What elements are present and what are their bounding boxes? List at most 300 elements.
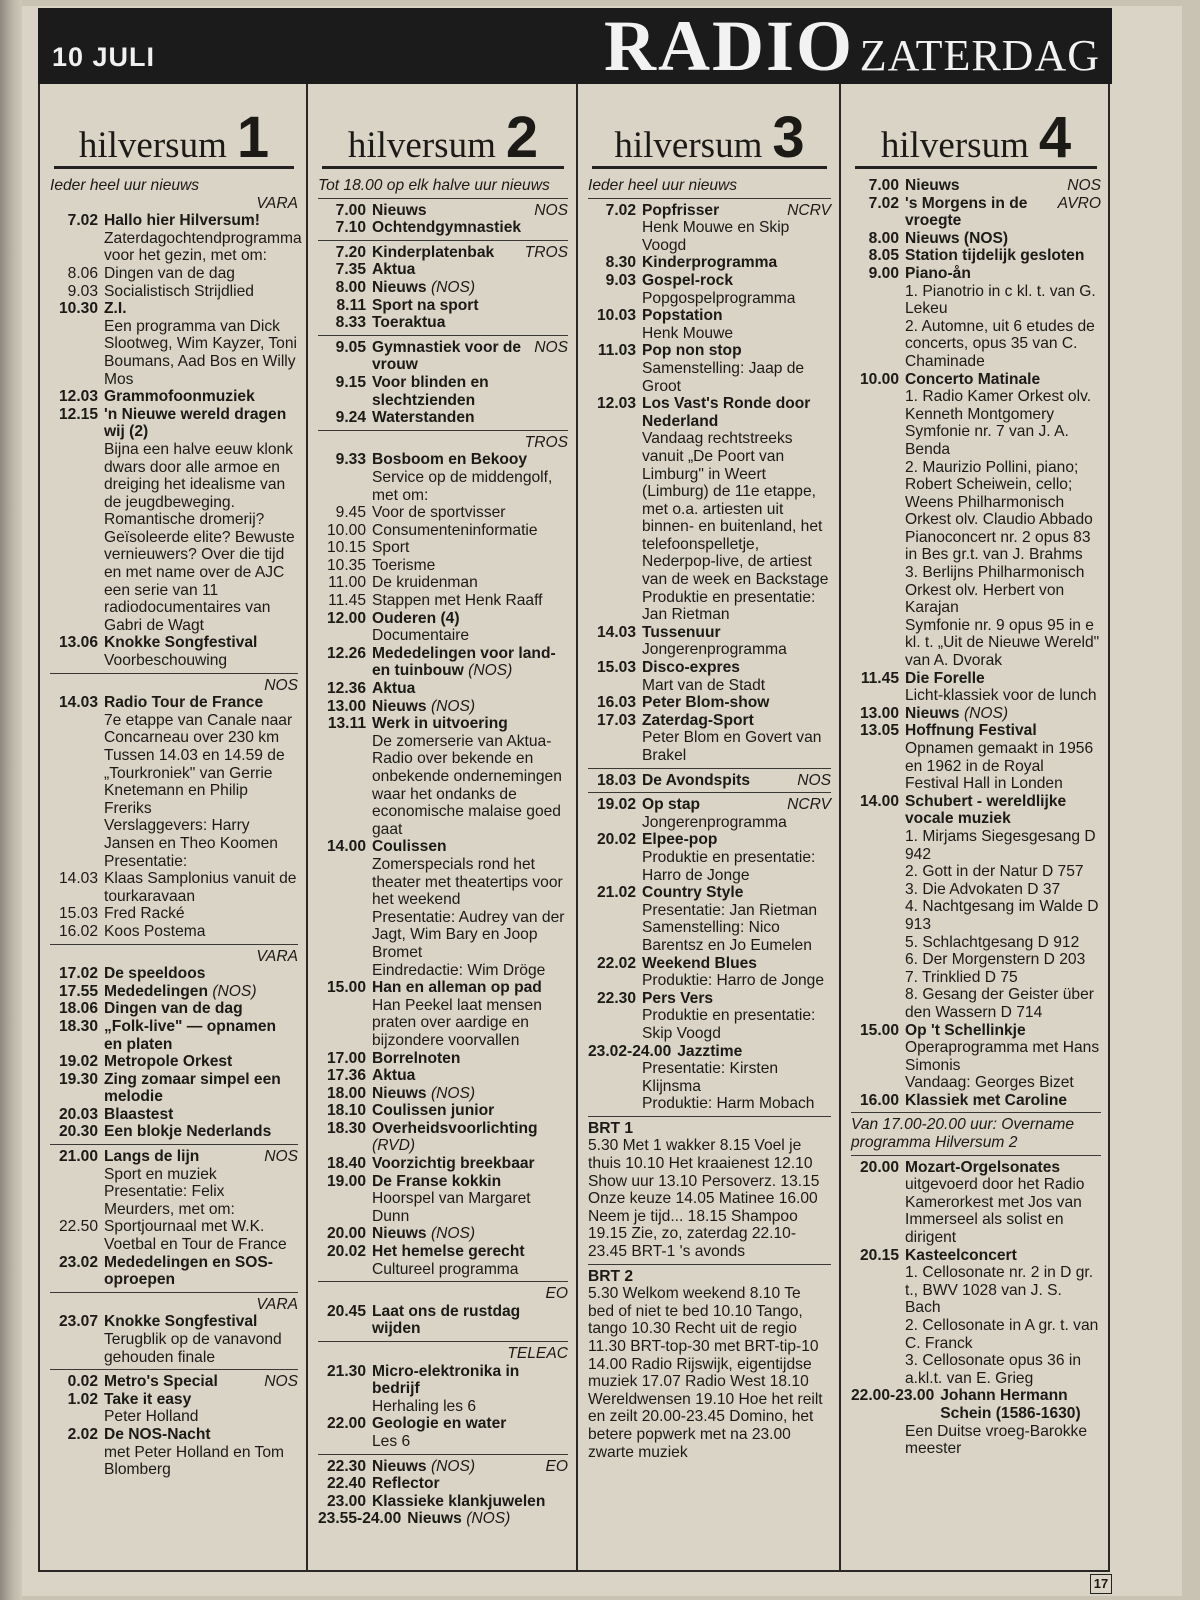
program-description (50, 1331, 298, 1366)
program-text (372, 1363, 568, 1398)
broadcaster-label: NOS (534, 338, 568, 356)
broadcaster-label: EO (545, 1457, 568, 1475)
schedule-note: Ieder heel uur nieuws (50, 177, 200, 194)
program-entry (50, 694, 298, 870)
program-row (50, 1254, 298, 1289)
program-text (372, 279, 568, 297)
program-time: 15.00 (859, 1021, 899, 1039)
program-row (318, 314, 568, 332)
description-line: Zaterdagochtendprogramma voor het gezin, met om: (104, 229, 302, 265)
description-line: Een programma van Dick Slootweg, Wim Kayzer, Toni Boumans, Aad Bos en Willy Mos (104, 317, 297, 388)
program-paragraph: 5.30 Met 1 wakker 8.15 Voel je thuis 10.10 Het kraaienest 12.10 Show uur 13.10 Persoverz. 13.15 Onze keuze 14.05 Matinee 16.00 Neem je tijd... 18.15 Shampoo 19.15 Zie, zo, zaterdag 22.10-23.45 BRT-1 's avonds (588, 1137, 820, 1261)
page-number: 17 (1090, 1574, 1112, 1594)
program-description (318, 1398, 568, 1416)
description-line: Zomerspecials rond het theater met theatertips voor het weekend (372, 855, 563, 909)
program-row (851, 1022, 1101, 1040)
header-title: RADIO (603, 6, 854, 86)
program-text (940, 1387, 1101, 1422)
program-row (318, 1510, 568, 1528)
program-text-plain: Stappen met Henk Raaff (372, 592, 543, 610)
description-line: Terugblik op de vanavond gehouden finale (104, 1331, 282, 1366)
program-text (104, 212, 298, 230)
program-title: Mededelingen voor land- en tuinbouw (372, 644, 556, 680)
program-time: 7.20 (335, 243, 366, 261)
program-time: 18.10 (326, 1102, 366, 1120)
program-time: 8.05 (868, 247, 899, 265)
description-line: Verslaggevers: Harry Jansen en Theo Koomen (104, 817, 278, 852)
program-row (851, 705, 1101, 723)
program-description (588, 902, 831, 955)
program-title: Mededelingen (104, 982, 208, 1000)
program-text (372, 539, 568, 557)
program-time: 18.40 (326, 1155, 366, 1173)
program-entry (318, 574, 568, 592)
program-row (50, 212, 298, 230)
program-text-plain: Toerisme (372, 556, 436, 574)
program-text (104, 923, 298, 941)
program-title: 's Morgens in de vroegte (905, 194, 1028, 230)
program-time: 13.06 (58, 634, 98, 652)
description-line: 7. Trinklied D 75 (905, 968, 1018, 986)
program-time: 18.00 (326, 1084, 366, 1102)
program-time: 19.02 (58, 1053, 98, 1071)
program-title: Werk in uitvoering (372, 715, 508, 733)
program-description (851, 740, 1101, 793)
program-description (50, 1444, 298, 1479)
program-text (372, 1155, 568, 1173)
broadcaster-label: EO (545, 1285, 568, 1303)
program-title: Aktua (372, 1067, 416, 1085)
program-description (318, 627, 568, 645)
program-text (372, 1050, 568, 1068)
program-entry (50, 1018, 298, 1053)
program-text (104, 694, 298, 712)
program-time: 20.02 (596, 831, 636, 849)
program-title: Kasteelconcert (905, 1246, 1017, 1264)
program-entry (851, 1159, 1101, 1247)
program-title: Ochtendgymnastiek (372, 219, 522, 237)
program-row (588, 307, 831, 325)
program-text (642, 254, 831, 272)
program-text-plain: Socialistisch Strijdlied (104, 282, 254, 300)
description-line: Bijna een halve eeuw klonk dwars door alle armoe en dreiging het idealisme van de jeugdbeweging. Romantische dromerij? Geïsoleerde elite? Bewuste vernieuwers? Over die tijd en met name over de AJC een serie van 11 radiodocumentaires van Gabri de Wagt (104, 440, 295, 634)
program-text (642, 831, 831, 849)
description-line: 1. Mirjams Siegesgesang D 942 (905, 827, 1096, 863)
program-entry (50, 388, 298, 406)
program-row (588, 772, 831, 790)
program-row (318, 1475, 568, 1493)
program-row (588, 395, 831, 430)
program-text (372, 592, 568, 610)
program-note: (NOS) (466, 1510, 511, 1528)
program-time: 7.02 (67, 212, 98, 230)
program-text (905, 1247, 1101, 1265)
program-row (318, 1050, 568, 1068)
program-time: 23.00 (326, 1492, 366, 1510)
program-title: Elpee-pop (642, 831, 718, 849)
program-entry (588, 772, 831, 790)
station-header (322, 98, 564, 169)
program-row (318, 244, 568, 262)
program-description (851, 283, 1101, 371)
program-row (50, 923, 298, 941)
program-entry (851, 793, 1101, 1022)
program-text (372, 261, 568, 279)
program-entry (318, 1475, 568, 1493)
program-title: Nieuws (905, 177, 960, 194)
program-entry (50, 1313, 298, 1366)
program-row (851, 177, 1101, 195)
program-entry (318, 261, 568, 279)
program-row (50, 1426, 298, 1444)
program-title: Jazztime (677, 1042, 743, 1060)
program-text (372, 645, 568, 680)
program-title: Nieuws (372, 1225, 427, 1243)
program-text (407, 1510, 568, 1528)
program-row (318, 374, 568, 409)
program-entry (851, 265, 1101, 371)
program-title: Bosboom en Bekooy (372, 451, 528, 469)
program-row (318, 1173, 568, 1191)
program-title: Station tijdelijk gesloten (905, 247, 1085, 265)
program-text (372, 1067, 568, 1085)
program-text (677, 1043, 831, 1061)
program-title: Voor blinden en slechtzienden (372, 373, 489, 409)
program-text (104, 983, 298, 1001)
program-time: 17.02 (58, 965, 98, 983)
description-line: Eindredactie: Wim Dröge (372, 961, 546, 979)
program-row (318, 539, 568, 557)
program-text (905, 1159, 1101, 1177)
program-text (104, 300, 298, 318)
program-time: 16.00 (859, 1091, 899, 1109)
program-entry (318, 1050, 568, 1068)
program-time: 12.03 (596, 395, 636, 413)
program-entry (318, 1067, 568, 1085)
program-text (372, 715, 568, 733)
program-text (642, 772, 831, 790)
description-line: Mart van de Stadt (642, 676, 766, 694)
program-row (851, 1387, 1101, 1422)
program-text (372, 1120, 568, 1155)
program-time: 22.00 (326, 1415, 366, 1433)
program-time: 9.03 (67, 282, 98, 300)
program-time: 17.03 (596, 711, 636, 729)
program-text (372, 1415, 568, 1433)
program-text (642, 342, 831, 360)
program-description (318, 1433, 568, 1451)
program-row (851, 793, 1101, 828)
program-entry (588, 884, 831, 954)
column-hilversum-3 (576, 84, 839, 1572)
program-text (372, 219, 568, 237)
program-row (588, 254, 831, 272)
program-time: 10.00 (859, 370, 899, 388)
program-list (50, 177, 302, 1479)
program-time: 13.00 (326, 697, 366, 715)
program-time: 23.07 (58, 1313, 98, 1331)
station-name: hilversum (880, 125, 1029, 166)
program-time: 13.05 (859, 722, 899, 740)
program-title: Concerto Matinale (905, 370, 1041, 388)
program-row (588, 659, 831, 677)
program-text (372, 1102, 568, 1120)
program-row (588, 272, 831, 290)
program-text (372, 374, 568, 409)
program-entry (318, 1303, 568, 1338)
program-text (642, 202, 831, 220)
description-line: Service op de middengolf, met om: (372, 468, 553, 504)
program-row (851, 230, 1101, 248)
program-title: Han en alleman op pad (372, 979, 542, 997)
program-row (50, 1123, 298, 1141)
program-row (50, 265, 298, 283)
program-text (905, 230, 1101, 248)
program-text-plain: Sportjournaal met W.K. Voetbal en Tour de France (104, 1218, 287, 1254)
program-text (104, 388, 298, 406)
program-description (588, 325, 831, 343)
program-title: Kinderprogramma (642, 254, 778, 272)
description-line: Operaprogramma met Hans Simonis (905, 1039, 1100, 1074)
program-title: De NOS-Nacht (104, 1425, 211, 1443)
station-name: hilversum (614, 125, 763, 166)
program-title: Knokke Songfestival (104, 634, 258, 652)
page-binding (0, 0, 22, 1600)
program-time: 10.03 (596, 307, 636, 325)
program-row (851, 195, 1101, 230)
description-line: Vandaag rechtstreeks vanuit „De Poort van Limburg" in Weert (Limburg) de 11e etappe, met o.a. artiesten uit binnen- en buitenland, het telefoonspelletje, Nederpop-live, de artiest van de week en Backstage (642, 430, 829, 589)
program-row (318, 409, 568, 427)
program-row (318, 610, 568, 628)
description-line: Presentatie: Kirsten Klijnsma (642, 1060, 779, 1095)
description-line: uitgevoerd door het Radio Kamerorkest met Jos van Immerseel als solist en dirigent (905, 1176, 1085, 1247)
program-row (318, 979, 568, 997)
program-text (104, 1426, 298, 1444)
program-title: Disco-expres (642, 659, 740, 677)
program-title: Radio Tour de France (104, 694, 264, 712)
program-time: 8.00 (335, 278, 366, 296)
program-row (50, 1373, 298, 1391)
divider (588, 768, 831, 769)
program-time: 1.02 (67, 1390, 98, 1408)
description-line: Symfonie nr. 7 van J. A. Benda (905, 423, 1069, 458)
program-title: Coulissen junior (372, 1102, 495, 1120)
program-title: Klassieke klankjuwelen (372, 1492, 546, 1510)
program-title: Nieuws (372, 697, 427, 715)
program-note: (NOS) (430, 1225, 476, 1243)
station-number: 1 (236, 105, 270, 170)
program-text (642, 712, 831, 730)
station-number: 2 (505, 105, 539, 170)
program-title: Hoffnung Festival (905, 722, 1037, 740)
program-time: 9.00 (868, 264, 899, 282)
program-title: Peter Blom-show (642, 694, 770, 712)
program-text-plain: Fred Racké (104, 905, 185, 923)
broadcaster-label: NOS (264, 676, 298, 694)
program-text (905, 670, 1101, 688)
program-entry (588, 694, 831, 712)
program-text (372, 504, 568, 522)
program-entry (318, 1102, 568, 1120)
description-line: 4. Nachtgesang im Walde D 913 (905, 898, 1099, 933)
program-time: 8.33 (335, 314, 366, 332)
program-time: 23.02 (58, 1253, 98, 1271)
column-hilversum-4 (839, 84, 1109, 1572)
divider (50, 1292, 298, 1293)
program-time: 20.00 (859, 1158, 899, 1176)
description-line: Produktie en presentatie: Harro de Jonge (642, 848, 816, 884)
program-description (50, 229, 302, 265)
program-row (50, 1000, 298, 1018)
program-row (318, 592, 568, 610)
program-title: Micro-elektronika in bedrijf (372, 1362, 520, 1398)
station-number: 4 (1038, 105, 1072, 170)
program-title: Tussenuur (642, 623, 721, 641)
program-row (318, 219, 568, 237)
program-row (50, 1018, 298, 1053)
program-entry (318, 339, 568, 374)
program-row (318, 339, 568, 374)
description-line: Produktie: Harm Mobach (642, 1095, 815, 1113)
program-title: Weekend Blues (642, 954, 757, 972)
program-title: Knokke Songfestival (104, 1313, 258, 1331)
description-line: 2. Cellosonate in A gr. t. van C. Franck (905, 1317, 1099, 1352)
program-title: Zing zomaar simpel een melodie (104, 1070, 281, 1106)
broadcaster-label: VARA (256, 947, 298, 965)
program-time: 7.00 (868, 177, 899, 194)
program-entry (318, 409, 568, 427)
program-title: Gospel-rock (642, 271, 733, 289)
program-title: Nieuws (372, 278, 427, 296)
program-time: 7.35 (335, 261, 366, 279)
program-description (851, 1264, 1101, 1387)
program-row (50, 1148, 298, 1166)
program-title: Hallo hier Hilversum! (104, 212, 260, 230)
program-title: Nieuws (372, 1084, 427, 1102)
program-entry (50, 212, 302, 265)
program-title: Grammofoonmuziek (104, 388, 255, 406)
program-title: Nieuws (372, 1457, 427, 1475)
program-time: 14.03 (58, 870, 98, 888)
program-time: 7.00 (335, 201, 366, 219)
divider (588, 1116, 831, 1117)
program-title: Overheidsvoorlichting (372, 1119, 538, 1137)
program-entry (318, 314, 568, 332)
program-time: 10.35 (326, 556, 366, 574)
program-title: Country Style (642, 884, 744, 902)
program-row (50, 388, 298, 406)
program-row (50, 983, 298, 1001)
program-entry (851, 722, 1101, 792)
program-time: 11.45 (860, 669, 899, 687)
program-text (372, 314, 568, 332)
program-entry (318, 1510, 568, 1528)
program-entry (318, 539, 568, 557)
program-title: Nieuws (407, 1510, 462, 1528)
program-entry (318, 1415, 568, 1450)
program-title: Waterstanden (372, 409, 475, 427)
program-description (851, 1176, 1101, 1246)
program-entry (588, 1043, 831, 1113)
program-title: Kinderplatenbak (372, 243, 495, 261)
program-list (851, 177, 1101, 1458)
program-row (50, 905, 298, 923)
program-entry (50, 283, 298, 301)
program-entry (588, 202, 831, 255)
divider (851, 1112, 1101, 1113)
program-time: 20.45 (326, 1302, 366, 1320)
program-entry (588, 307, 831, 342)
broadcaster-label: NOS (797, 771, 831, 789)
program-entry (851, 670, 1101, 705)
station-name: hilversum (347, 125, 496, 166)
program-description (588, 219, 831, 254)
description-line: met Peter Holland en Tom Blomberg (104, 1443, 284, 1479)
description-line: Presentatie: Audrey van der Jagt, Wim Bary en Joop Bromet (372, 908, 565, 961)
program-row (50, 300, 298, 318)
program-row (851, 1247, 1101, 1265)
program-text (642, 272, 831, 290)
program-entry (318, 1243, 568, 1278)
program-entry (318, 1120, 568, 1155)
program-title: Toeraktua (372, 314, 446, 332)
program-title: Gymnastiek voor de vrouw (372, 338, 522, 374)
description-line: Tussen 14.03 en 14.59 de „Tourkroniek" van Gerrie Knetemann en Philip Freriks (104, 747, 285, 817)
program-row (50, 1053, 298, 1071)
program-description (588, 430, 831, 624)
program-time: 15.00 (326, 979, 366, 997)
program-description (50, 652, 298, 670)
description-line: 6. Der Morgenstern D 203 (905, 951, 1086, 969)
description-line: Henk Mouwe en Skip Voogd (642, 219, 790, 254)
program-description (588, 849, 831, 884)
program-entry (318, 715, 568, 838)
program-time: 21.02 (596, 884, 636, 902)
program-title: De Avondspits (642, 771, 751, 789)
program-row (50, 1106, 298, 1124)
program-entry (50, 634, 298, 669)
program-description (588, 972, 831, 990)
description-line: 8. Gesang der Geister über den Wassern D 714 (905, 986, 1094, 1021)
program-entry (851, 1247, 1101, 1388)
program-row (50, 1218, 298, 1253)
program-time: 22.02 (596, 954, 636, 972)
program-title: Langs de lijn (104, 1148, 200, 1166)
program-text (372, 522, 568, 540)
divider (50, 944, 298, 945)
program-row (50, 870, 298, 905)
program-time: 20.00 (326, 1225, 366, 1243)
program-note: (RVD) (372, 1137, 416, 1155)
program-time: 16.03 (596, 694, 636, 712)
description-line: 7e etappe van Canale naar Concarneau over 230 km (104, 711, 293, 747)
program-entry (588, 831, 831, 884)
program-row (318, 645, 568, 680)
program-row (50, 1071, 298, 1106)
program-text (104, 905, 298, 923)
program-row (851, 371, 1101, 389)
description-line: 2. Automne, uit 6 etudes de concerts, opus 35 van C. Chaminade (905, 317, 1095, 370)
program-entry (318, 244, 568, 262)
program-time: 9.45 (335, 504, 366, 522)
broadcaster-label: TELEAC (507, 1345, 568, 1362)
program-text (104, 1391, 298, 1409)
program-title: Voorzichtig breekbaar (372, 1155, 535, 1173)
program-entry (851, 1022, 1101, 1092)
program-description (851, 1423, 1101, 1458)
divider (588, 198, 831, 199)
broadcaster-label: NCRV (787, 796, 831, 814)
